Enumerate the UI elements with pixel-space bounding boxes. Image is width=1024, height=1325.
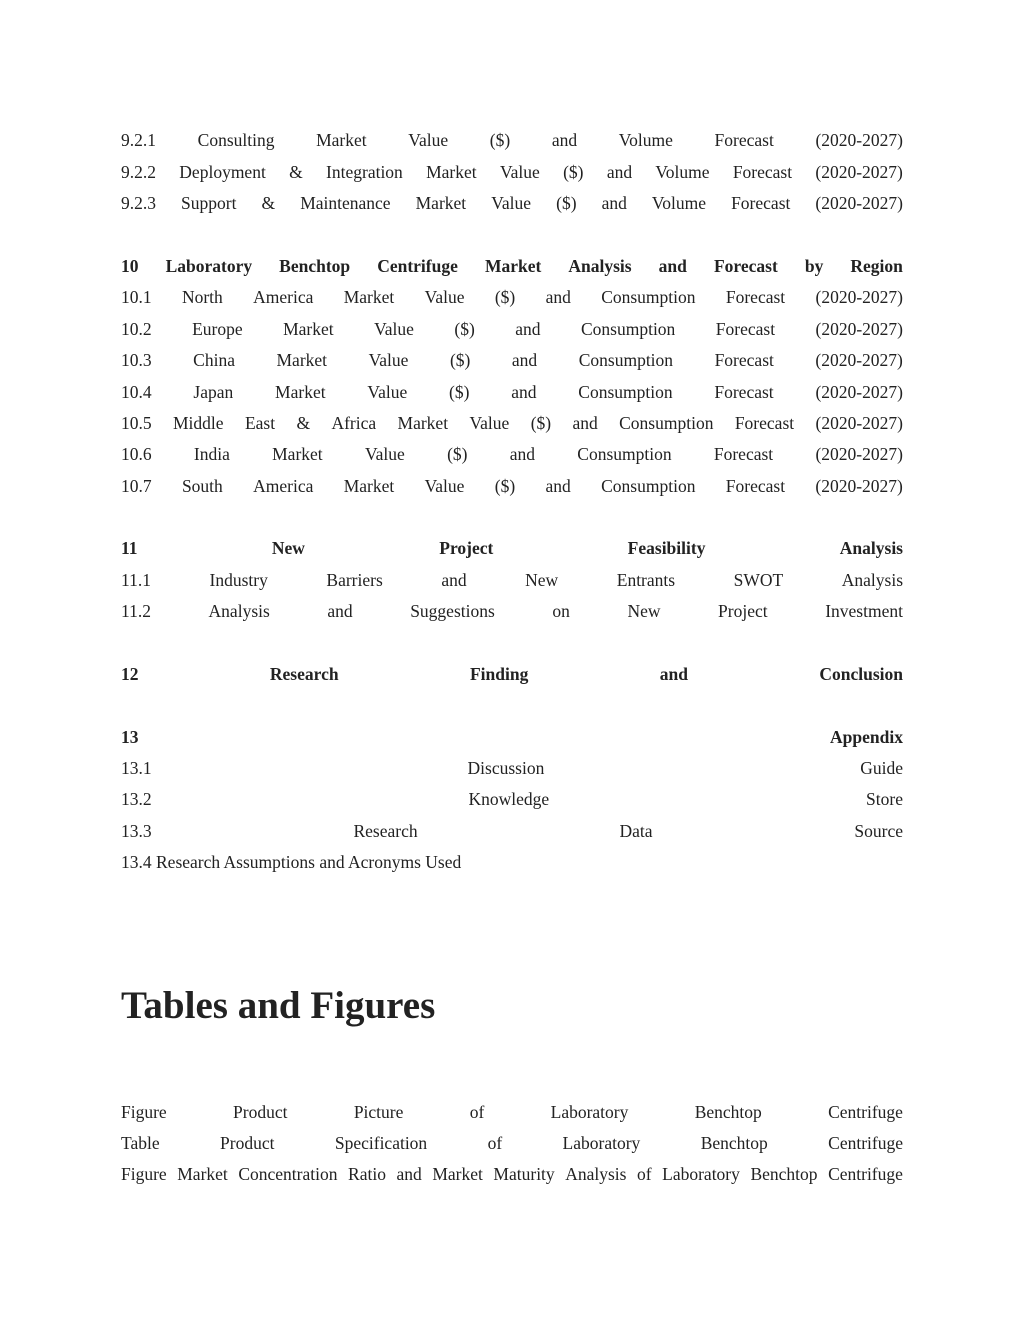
word: Market xyxy=(415,193,467,213)
word: Discussion xyxy=(467,758,545,778)
word: Investment xyxy=(825,601,903,621)
word: (2020-2027) xyxy=(815,444,903,464)
word: Integration xyxy=(326,162,403,182)
word: Analysis xyxy=(208,601,270,621)
word: Appendix xyxy=(830,727,903,747)
word: China xyxy=(193,350,235,370)
word: Forecast xyxy=(725,287,786,307)
word: Laboratory xyxy=(165,256,253,276)
word: Benchtop xyxy=(279,256,351,276)
word: Centrifuge xyxy=(828,1102,903,1122)
word: Analysis xyxy=(841,570,903,590)
word: and xyxy=(511,350,538,370)
toc-entry xyxy=(121,128,903,152)
word: Value xyxy=(368,350,409,370)
word: Volume xyxy=(618,130,673,150)
word: 9.2.3 xyxy=(121,193,156,213)
word: ($) xyxy=(494,287,516,307)
word: Market xyxy=(272,444,323,464)
word: 13.3 xyxy=(121,821,152,841)
toc-entry xyxy=(121,348,903,372)
word: Maintenance xyxy=(300,193,391,213)
word: 10.7 xyxy=(121,476,152,496)
toc-entry xyxy=(121,819,903,843)
word: & xyxy=(261,193,276,213)
toc-entry xyxy=(121,850,903,874)
word: Suggestions xyxy=(410,601,495,621)
word: Consumption xyxy=(577,444,672,464)
word: 10 xyxy=(121,256,139,276)
word: Japan xyxy=(193,382,234,402)
word: Figure xyxy=(121,1102,167,1122)
toc-entry xyxy=(121,662,903,686)
word: & xyxy=(289,162,303,182)
section-title: Tables and Figures xyxy=(121,984,436,1027)
word: Data xyxy=(619,821,653,841)
word: and xyxy=(545,287,571,307)
word: Maturity xyxy=(493,1164,555,1184)
word: 9.2.1 xyxy=(121,130,156,150)
toc-entry xyxy=(121,756,903,780)
word: Support xyxy=(181,193,237,213)
word: Value xyxy=(424,287,465,307)
word: and xyxy=(545,476,571,496)
word: and xyxy=(606,162,633,182)
word: Benchtop xyxy=(750,1164,818,1184)
word: Research xyxy=(269,664,339,684)
word: ($) xyxy=(489,130,511,150)
word: Value xyxy=(367,382,408,402)
word: Forecast xyxy=(714,382,774,402)
figure-entry xyxy=(121,1100,903,1124)
toc-entry xyxy=(121,536,903,560)
word: and xyxy=(327,601,353,621)
word: Market xyxy=(432,1164,483,1184)
word: Laboratory xyxy=(562,1133,641,1153)
word: Value xyxy=(408,130,449,150)
word: Concentration xyxy=(238,1164,338,1184)
word: East xyxy=(244,413,276,433)
word: Middle xyxy=(173,413,224,433)
word: Centrifuge xyxy=(828,1164,903,1184)
word: (2020-2027) xyxy=(815,162,903,182)
word: by xyxy=(804,256,824,276)
word: Consumption xyxy=(578,350,674,370)
word: Finding xyxy=(469,664,529,684)
word: Forecast xyxy=(714,130,774,150)
word: India xyxy=(193,444,230,464)
word: and xyxy=(659,664,688,684)
word: Source xyxy=(854,821,903,841)
word: Market xyxy=(275,382,326,402)
word: 9.2.2 xyxy=(121,162,156,182)
word: (2020-2027) xyxy=(815,130,903,150)
word: Market xyxy=(343,287,395,307)
toc-entry xyxy=(121,254,903,278)
word: and xyxy=(396,1164,422,1184)
word: 10.6 xyxy=(121,444,152,464)
word: Market xyxy=(484,256,542,276)
word: Market xyxy=(397,413,449,433)
word: 10.1 xyxy=(121,287,152,307)
word: New xyxy=(525,570,559,590)
toc-entry xyxy=(121,725,903,749)
word: Forecast xyxy=(714,350,774,370)
word: Value xyxy=(469,413,510,433)
word: of xyxy=(469,1102,485,1122)
word: 13.2 xyxy=(121,789,152,809)
word: Guide xyxy=(860,758,903,778)
word: of xyxy=(487,1133,503,1153)
word: Consumption xyxy=(601,287,696,307)
word: (2020-2027) xyxy=(815,413,903,433)
word: Feasibility xyxy=(627,538,706,558)
word: Project xyxy=(439,538,494,558)
word: (2020-2027) xyxy=(815,350,903,370)
word: Europe xyxy=(192,319,243,339)
word: 11.2 xyxy=(121,601,151,621)
word: Deployment xyxy=(179,162,266,182)
word: of xyxy=(637,1164,652,1184)
word: 10.5 xyxy=(121,413,152,433)
word: North xyxy=(181,287,223,307)
word: and xyxy=(658,256,687,276)
word: and xyxy=(441,570,467,590)
word: Industry xyxy=(209,570,268,590)
word: & xyxy=(296,413,311,433)
word: (2020-2027) xyxy=(815,476,903,496)
word: Product xyxy=(233,1102,288,1122)
word: (2020-2027) xyxy=(815,319,903,339)
figure-entry xyxy=(121,1131,903,1155)
word: Market xyxy=(276,350,328,370)
word: ($) xyxy=(494,476,516,496)
word: Ratio xyxy=(348,1164,386,1184)
figure-entry xyxy=(121,1162,903,1186)
word: 13.4 Research Assumptions and Acronyms Used xyxy=(121,852,462,872)
word: SWOT xyxy=(733,570,784,590)
word: Forecast xyxy=(713,444,774,464)
toc-entry xyxy=(121,380,903,404)
toc-entry xyxy=(121,160,903,184)
word: ($) xyxy=(530,413,552,433)
word: Forecast xyxy=(731,193,791,213)
word: Laboratory xyxy=(662,1164,740,1184)
toc-entry xyxy=(121,474,903,498)
word: and xyxy=(511,382,537,402)
word: Product xyxy=(220,1133,275,1153)
word: Project xyxy=(718,601,768,621)
word: (2020-2027) xyxy=(815,193,903,213)
word: Forecast xyxy=(725,476,786,496)
word: Barriers xyxy=(326,570,383,590)
word: Figure xyxy=(121,1164,167,1184)
word: Volume xyxy=(651,193,707,213)
word: 10.2 xyxy=(121,319,152,339)
word: 11.1 xyxy=(121,570,151,590)
word: Market xyxy=(316,130,367,150)
word: Value xyxy=(424,476,465,496)
word: South xyxy=(181,476,223,496)
word: Market xyxy=(343,476,395,496)
word: Value xyxy=(364,444,405,464)
word: Centrifuge xyxy=(828,1133,903,1153)
word: Value xyxy=(491,193,532,213)
word: (2020-2027) xyxy=(815,287,903,307)
word: Consumption xyxy=(578,382,673,402)
word: Analysis xyxy=(568,256,632,276)
word: Consumption xyxy=(580,319,676,339)
word: Consumption xyxy=(619,413,714,433)
word: and xyxy=(551,130,578,150)
word: America xyxy=(253,476,314,496)
toc-entry xyxy=(121,442,903,466)
word: Forecast xyxy=(732,162,793,182)
word: Consumption xyxy=(601,476,696,496)
toc-entry xyxy=(121,411,903,435)
word: 12 xyxy=(121,664,139,684)
word: Market xyxy=(177,1164,228,1184)
word: Specification xyxy=(334,1133,428,1153)
toc-entry xyxy=(121,599,903,623)
word: Forecast xyxy=(734,413,795,433)
word: Value xyxy=(499,162,540,182)
word: America xyxy=(253,287,314,307)
word: Entrants xyxy=(616,570,676,590)
toc-entry xyxy=(121,191,903,215)
toc-entry xyxy=(121,568,903,592)
word: ($) xyxy=(449,382,470,402)
toc-entry xyxy=(121,317,903,341)
word: Picture xyxy=(353,1102,404,1122)
word: Value xyxy=(374,319,414,339)
word: New xyxy=(271,538,305,558)
word: Benchtop xyxy=(694,1102,762,1122)
word: ($) xyxy=(563,162,584,182)
word: 11 xyxy=(121,538,138,558)
word: Consulting xyxy=(197,130,275,150)
word: ($) xyxy=(556,193,577,213)
word: Forecast xyxy=(715,319,776,339)
word: Region xyxy=(850,256,903,276)
word: Market xyxy=(283,319,334,339)
word: 13 xyxy=(121,727,139,747)
word: Forecast xyxy=(713,256,778,276)
word: and xyxy=(509,444,536,464)
word: and xyxy=(515,319,541,339)
word: Conclusion xyxy=(819,664,903,684)
word: ($) xyxy=(454,319,475,339)
word: on xyxy=(552,601,570,621)
word: Benchtop xyxy=(700,1133,768,1153)
word: Analysis xyxy=(565,1164,627,1184)
word: Volume xyxy=(655,162,710,182)
toc-entry xyxy=(121,787,903,811)
word: Laboratory xyxy=(550,1102,629,1122)
word: 10.3 xyxy=(121,350,152,370)
word: 10.4 xyxy=(121,382,152,402)
word: Market xyxy=(426,162,477,182)
word: Table xyxy=(121,1133,160,1153)
toc-entry xyxy=(121,285,903,309)
word: Africa xyxy=(331,413,377,433)
word: and xyxy=(572,413,598,433)
word: ($) xyxy=(449,350,471,370)
word: Research xyxy=(353,821,418,841)
word: New xyxy=(627,601,661,621)
word: and xyxy=(601,193,627,213)
word: Analysis xyxy=(839,538,903,558)
word: ($) xyxy=(447,444,468,464)
word: (2020-2027) xyxy=(815,382,903,402)
word: Centrifuge xyxy=(377,256,458,276)
word: Knowledge xyxy=(468,789,550,809)
word: 13.1 xyxy=(121,758,152,778)
word: Store xyxy=(866,789,903,809)
